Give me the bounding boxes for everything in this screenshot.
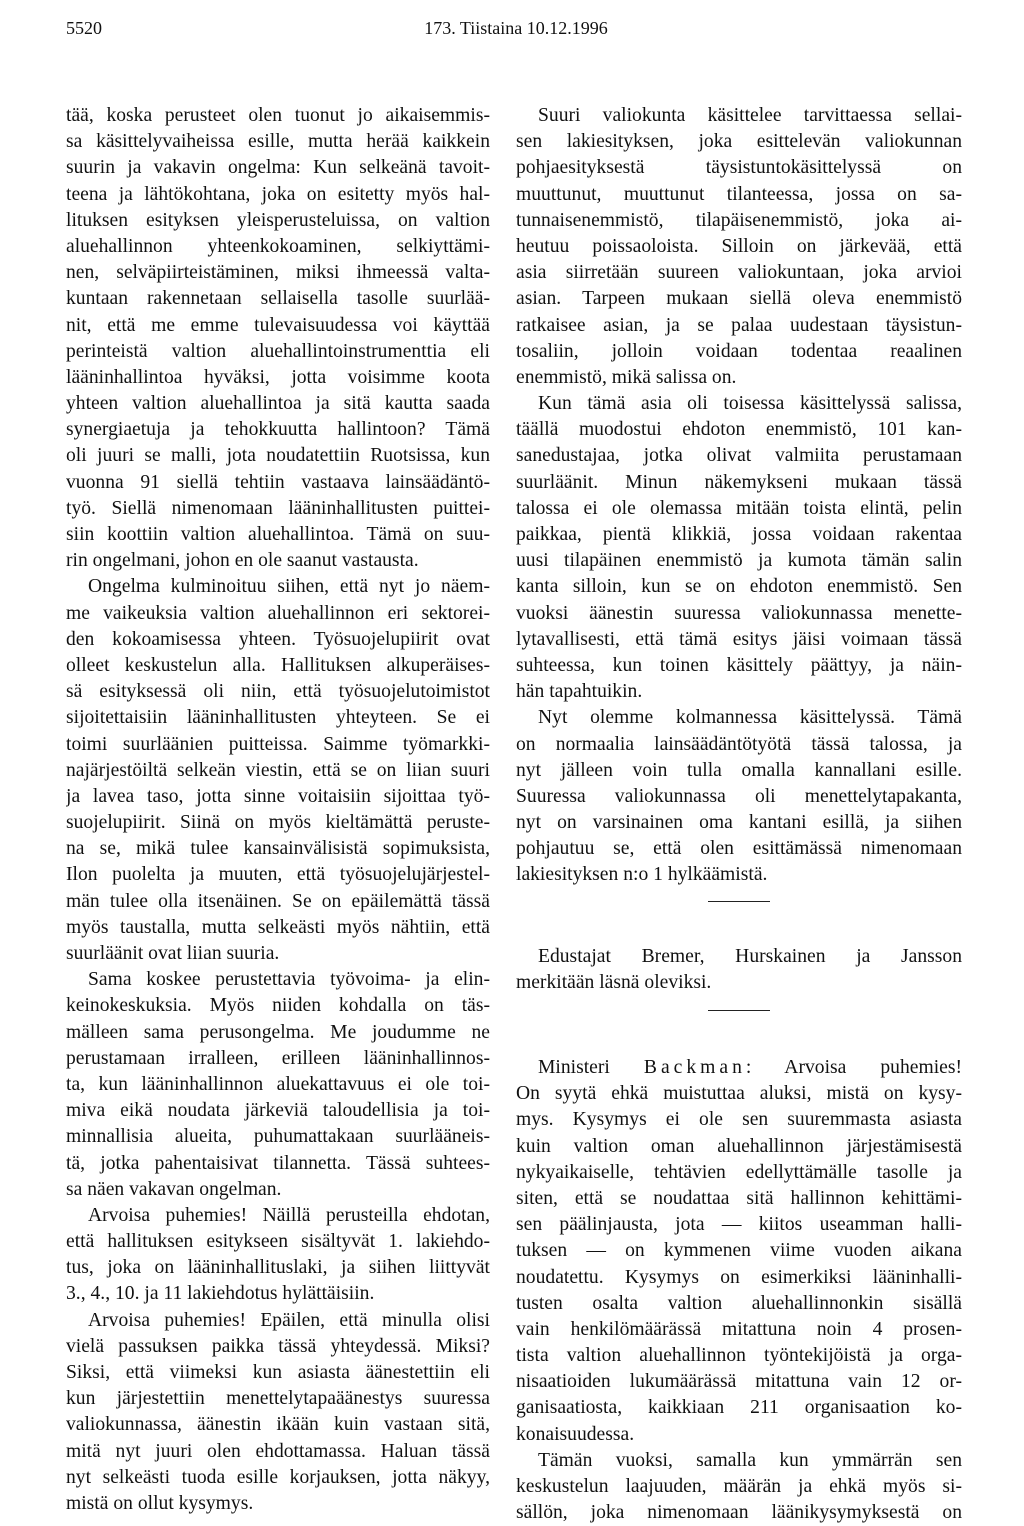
text-line: sällön, joka nimenomaan läänikysymyksestä on <box>516 1502 962 1524</box>
text-line: synergiaetuja ja tehokkuutta hallintoon? Tämä <box>66 419 490 441</box>
text-line: ja lavea taso, jotta sinne voitaisiin sijoittaa työ- <box>66 785 490 807</box>
text-line: ganisaatiosta, kaikkiaan 211 organisaation ko- <box>516 1397 962 1419</box>
minister-speech-intro <box>516 1055 962 1081</box>
text-line: Arvoisa puhemies! Epäilen, että minulla olisi <box>88 1309 490 1331</box>
text-line: täällä muodostui ehdoton enemmistö, 101 kan- <box>516 419 962 441</box>
text-line: yhteen valtion aluehallintoa ja sitä kautta saada <box>66 393 490 415</box>
text-line: ratkaisee asian, ja se palaa uudestaan täysistun- <box>516 314 962 336</box>
text-line: lääninhallintoa hyväksi, jotta voisimme koota <box>66 366 490 388</box>
section-divider <box>708 901 770 902</box>
text-line: nykyaikaiselle, tehtävien edellyttämälle tasolle ja <box>516 1161 962 1183</box>
text-line: miva eikä noudata järkeviä taloudellisia ja toi- <box>66 1100 490 1122</box>
text-line: Ongelma kulminoituu siihen, että nyt jo näem- <box>88 576 490 598</box>
text-line: män tulee olla itsenäinen. Se on epäilemättä tässä <box>66 890 490 912</box>
text-line: on normaalia lainsäädäntötyötä tässä talossa, ja <box>516 733 962 755</box>
text-line: keinokeskuksia. Myös niiden kohdalla on täs- <box>66 995 490 1017</box>
text-line: Edustajat Bremer, Hurskainen ja Jansson <box>538 945 962 967</box>
speaker-name: Backman <box>643 1057 746 1078</box>
text-line: teena ja lähtökohtana, joka on esitetty myös hal- <box>66 183 490 205</box>
right-column <box>516 103 962 1526</box>
text-line: pohjautuu se, että olen esittämässä nimenomaan <box>516 838 962 860</box>
text-line: sa käsittelyvaiheissa esille, mutta herää kaikkein <box>66 131 490 153</box>
text-line: että hallituksen esitykseen sisältyvät 1. lakiehdo- <box>66 1231 490 1253</box>
text-line: suurläänit ovat liian suuria. <box>66 943 280 964</box>
text-line: mistä on ollut kysymys. <box>66 1492 254 1514</box>
text-line: ta, kun lääninhallinnon aluekattavuus ei ole toi- <box>66 1073 490 1095</box>
text-line: najärjestöiltä selkeän viestin, että se on liian suuri <box>66 759 490 781</box>
text-line: vuoksi äänestin suuressa valiokunnassa menette- <box>516 602 962 624</box>
text-line: mitä nyt juuri olen ehdottamassa. Haluan tässä <box>66 1440 490 1462</box>
text-line: suojelupiirit. Siinä on myös kieltämättä peruste- <box>66 812 490 834</box>
text-line: nyt jälleen voin tulla omalla kannallani esille. <box>516 759 962 781</box>
text-line: kuntaan rakennetaan sellaisella tasolle suurlää- <box>66 288 490 310</box>
text-line: Tämän vuoksi, samalla kun ymmärrän sen <box>538 1449 962 1471</box>
text-line: tusten osalta valtion aluehallinnonkin sisällä <box>516 1292 962 1314</box>
text-line: pohjaesityksestä täysistuntokäsittelyssä on <box>516 157 962 179</box>
text-line: hän tapahtuikin. <box>516 681 643 703</box>
text-line: perinteistä valtion aluehallintoinstrumenttia eli <box>66 340 490 362</box>
text-line: suurläänit. Minun näkemykseni mukaan tässä <box>516 471 962 493</box>
text-line: kanta silloin, kun se on ehdoton enemmistö. Sen <box>516 576 962 598</box>
text-line: Arvoisa puhemies! Näillä perusteilla ehdotan, <box>88 1204 490 1226</box>
text-line: tosaliin, jolloin voidaan todentaa reaalinen <box>516 340 962 362</box>
text-line: kuin valtion oman aluehallinnon järjestämisestä <box>516 1135 962 1157</box>
text-line: me vaikeuksia valtion aluehallinnon eri sektorei- <box>66 602 490 624</box>
text-line: Kun tämä asia oli toisessa käsittelyssä salissa, <box>538 393 962 415</box>
text-line: suhteessa, kun toinen käsittely päättyy, ja näin- <box>516 654 962 676</box>
left-column <box>66 103 490 1517</box>
text-line: asia siirretään suureen valiokuntaan, joka arvioi <box>516 262 962 284</box>
text-line: vain henkilömäärässä mitattuna noin 4 prosen- <box>516 1318 962 1340</box>
text-line: suurin ja vakavin ongelma: Kun selkeänä tavoit- <box>66 157 490 179</box>
text-line: sanedustajaa, jotka olivat valmiita perustamaan <box>516 445 962 467</box>
text-line: 3., 4., 10. ja 11 lakiehdotus hylättäisiin. <box>66 1283 375 1305</box>
text-line: rin ongelmani, johon en ole saanut vastausta. <box>66 550 419 572</box>
text-line: aluehallinnon yhteenkokoaminen, selkiyttämi- <box>66 235 490 257</box>
text-line: merkitään läsnä oleviksi. <box>516 971 712 993</box>
text-line: minnallisia alueita, puhumattakaan suurlääneis- <box>66 1126 490 1148</box>
text-line: tää, koska perusteet olen tuonut jo aikaisemmis- <box>66 105 490 126</box>
text-line: valiokunnassa, äänestin ikään kuin vastaan sitä, <box>66 1414 490 1436</box>
text-line: heutuu poissaoloista. Silloin on järkevää, että <box>516 235 962 257</box>
text-line: tista valtion aluehallinnon työntekijöistä ja orga- <box>516 1345 962 1367</box>
text-line: siten, että se noudattaa sitä hallinnon kehittämi- <box>516 1187 962 1209</box>
text-line: perustamaan irralleen, erilleen lääninhallinnos- <box>66 1047 490 1069</box>
text-line: muuttunut, muuttunut tilanteessa, jossa on sa- <box>516 183 962 205</box>
attendance-note <box>516 944 962 996</box>
text-line: enemmistö, mikä salissa on. <box>516 366 737 388</box>
text-line: toimi suurläänien puitteissa. Saimme työmarkki- <box>66 733 490 755</box>
text-line: On syytä ehkä muistuttaa aluksi, mistä on kysy- <box>516 1083 962 1105</box>
text-line: nisaatioiden lukumäärässä mitattuna vain 12 or- <box>516 1371 962 1393</box>
text-line: sa näen vakavan ongelman. <box>66 1178 282 1200</box>
section-divider <box>708 1010 770 1011</box>
right-column-speech <box>516 103 962 889</box>
text-line: lituksen esityksen yleisperusteluissa, on valtion <box>66 209 490 231</box>
text-line: talossa ei ole olemassa mitään toista elintä, pelin <box>516 497 962 519</box>
text-line: mälleen sama perusongelma. Me joudumme ne <box>66 1021 490 1043</box>
text-line: paikkaa, pientä klikkiä, jossa voidaan rakentaa <box>516 524 962 545</box>
text-line: olleet keskustelun alla. Hallituksen alkuperäises- <box>66 654 490 676</box>
text-line: nyt selkeästi tuoda esille korjauksen, jotta näkyy, <box>66 1466 490 1488</box>
text-line: nyt on varsinainen oma kantani esillä, ja siihen <box>516 812 962 834</box>
text-line: nen, selväpiirteistäminen, miksi ihmeessä valta- <box>66 262 490 284</box>
text-line: myös taustalla, mutta selkeästi myös nähtiin, että <box>66 916 490 938</box>
page-number: 5520 <box>66 18 102 38</box>
text-line: lakiesityksen n:o 1 hylkäämistä. <box>516 864 768 886</box>
text-line: nit, että me emme tulevaisuudessa voi käyttää <box>66 314 490 336</box>
text-line: sijoitettaisiin lääninhallitusten yhteyteen. Se ei <box>66 707 490 729</box>
text-line: lytavallisesti, että tämä esitys jäisi voimaan tässä <box>516 628 962 650</box>
text-line: kun järjestettiin menettelytapaäänestys suuressa <box>66 1388 490 1410</box>
text-line: den kokoamisessa yhteen. Työsuojelupiirit ovat <box>66 628 490 650</box>
text-line: vielä passuksen paikka tässä yhteydessä. Miksi? <box>66 1335 490 1357</box>
text-line: Siksi, että viimeksi kun asiasta äänestettiin eli <box>66 1362 490 1383</box>
text-line: mys. Kysymys ei ole sen suuremmasta asiasta <box>516 1109 962 1131</box>
text-line: työ. Siellä nimenomaan lääninhallitusten puittei- <box>66 497 490 519</box>
text-line: sä esityksessä oli niin, että työsuojelutoimistot <box>66 681 490 703</box>
text-line: vuonna 91 siellä tehtiin vastaava lainsäädäntö- <box>66 471 490 493</box>
text-line: na se, mikä tulee kansainvälisistä sopimuksista, <box>66 838 490 860</box>
text-line: tunnaisenemmistö, tilapäisenemmistö, joka ai- <box>516 209 962 231</box>
text-line: Nyt olemme kolmannessa käsittelyssä. Tämä <box>538 707 962 729</box>
text-line: tuksen — on kymmenen viime vuoden aikana <box>516 1240 962 1262</box>
text-line: sen lakiesityksen, joka esittelevän valiokunnan <box>516 131 962 153</box>
text-line: keskustelun laajuuden, määrän ja ehkä myös si- <box>516 1476 962 1497</box>
text-line: sen päälinjausta, jota — kiitos useamman halli- <box>516 1214 962 1236</box>
text-line: Sama koskee perustettavia työvoima- ja elin- <box>88 969 490 991</box>
speech-opening: : Arvoisa puhemies! <box>745 1057 962 1078</box>
text-line: noudatettu. Kysymys on esimerkiksi lääninhalli- <box>516 1266 962 1288</box>
session-title: 173. Tiistaina 10.12.1996 <box>424 18 608 38</box>
text-line: konaisuudessa. <box>516 1423 635 1445</box>
text-line: uusi tilapäinen enemmistö ja kumota tämän salin <box>516 550 962 572</box>
text-line: Suuri valiokunta käsittelee tarvittaessa sellai- <box>538 105 962 126</box>
text-line: oli juuri se malli, jota noudatettiin Ruotsissa, kun <box>66 445 490 467</box>
text-line: tä, jotka pahentaisivat tilannetta. Tässä suhtees- <box>66 1152 490 1174</box>
text-line: Ilon puolelta ja muuten, että työsuojelujärjestel- <box>66 864 490 886</box>
text-line: Suuressa valiokunnassa oli menettelytapakanta, <box>516 785 962 807</box>
page-header <box>66 18 966 48</box>
speaker-title: Ministeri <box>538 1057 644 1078</box>
minister-speech <box>516 1081 962 1526</box>
text-line: tus, joka on lääninhallituslaki, ja siihen liittyvät <box>66 1257 490 1279</box>
text-line: siin koottiin valtion aluehallintoa. Tämä on suu- <box>66 524 490 545</box>
text-line: asian. Tarpeen mukaan siellä oleva enemmistö <box>516 288 962 310</box>
